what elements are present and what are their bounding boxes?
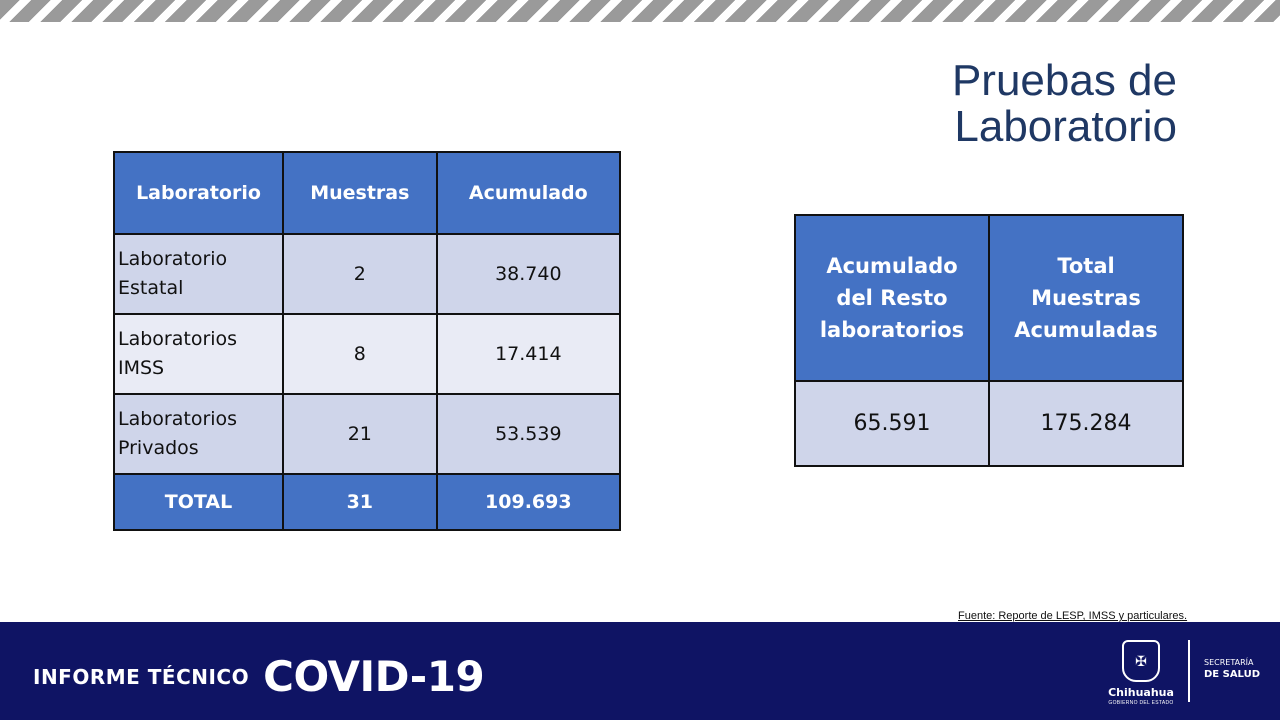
footer-banner bbox=[0, 622, 1280, 720]
row-lab-name bbox=[114, 234, 283, 314]
value-total-muestras: 175.284 bbox=[989, 381, 1183, 466]
informe-tecnico-label: INFORME TÉCNICO bbox=[33, 664, 250, 689]
row-muestras: 8 bbox=[283, 314, 437, 394]
laboratory-table bbox=[113, 151, 621, 531]
summary-header-row bbox=[795, 215, 1183, 381]
table-total-row bbox=[114, 474, 620, 530]
shield-icon: ✠ bbox=[1122, 640, 1160, 682]
footer-divider bbox=[1188, 640, 1190, 702]
top-stripe-bar bbox=[0, 0, 1280, 22]
table-row bbox=[114, 234, 620, 314]
secretaria-line2: DE SALUD bbox=[1204, 669, 1260, 680]
row-lab-name-line1: Laboratorios bbox=[118, 328, 238, 350]
row-lab-name-line1: Laboratorios bbox=[118, 408, 238, 430]
secretaria-salud-label bbox=[1204, 658, 1260, 680]
row-lab-name bbox=[114, 394, 283, 474]
total-muestras: 31 bbox=[283, 474, 437, 530]
row-lab-name-line2: Privados bbox=[118, 437, 199, 459]
header-acumulado: Acumulado bbox=[437, 152, 620, 234]
row-acumulado: 17.414 bbox=[437, 314, 620, 394]
table-header-row bbox=[114, 152, 620, 234]
summary-value-row bbox=[795, 381, 1183, 466]
page-title-line1: Pruebas de bbox=[951, 56, 1177, 105]
total-label: TOTAL bbox=[114, 474, 283, 530]
header-muestras: Muestras bbox=[283, 152, 437, 234]
chihuahua-logo bbox=[1108, 640, 1174, 706]
row-acumulado: 53.539 bbox=[437, 394, 620, 474]
row-acumulado: 38.740 bbox=[437, 234, 620, 314]
page-title-line2: Laboratorio bbox=[954, 102, 1177, 151]
source-note: Fuente: Reporte de LESP, IMSS y particulares. bbox=[958, 610, 1188, 622]
row-lab-name-line2: IMSS bbox=[118, 357, 165, 379]
summary-table bbox=[794, 214, 1184, 467]
table-row bbox=[114, 394, 620, 474]
value-acumulado-resto: 65.591 bbox=[795, 381, 989, 466]
covid-label: COVID-19 bbox=[263, 652, 485, 701]
header-total-muestras: Total Muestras Acumuladas bbox=[989, 215, 1183, 381]
footer-report-title bbox=[33, 652, 484, 701]
row-lab-name-line2: Estatal bbox=[118, 277, 184, 299]
row-muestras: 2 bbox=[283, 234, 437, 314]
logo-subtitle: GOBIERNO DEL ESTADO bbox=[1108, 700, 1174, 706]
header-laboratorio: Laboratorio bbox=[114, 152, 283, 234]
secretaria-line1: SECRETARÍA bbox=[1204, 658, 1254, 667]
row-lab-name bbox=[114, 314, 283, 394]
total-acumulado: 109.693 bbox=[437, 474, 620, 530]
logo-name: Chihuahua bbox=[1108, 686, 1174, 699]
table-row bbox=[114, 314, 620, 394]
header-acumulado-resto: Acumulado del Resto laboratorios bbox=[795, 215, 989, 381]
page-title bbox=[952, 58, 1177, 150]
row-lab-name-line1: Laboratorio bbox=[118, 248, 228, 270]
row-muestras: 21 bbox=[283, 394, 437, 474]
